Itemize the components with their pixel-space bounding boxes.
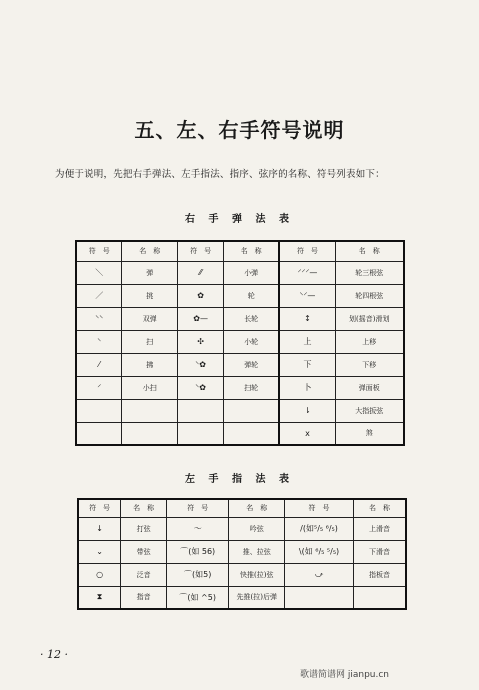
symbol-cell: ⸌✿: [178, 376, 224, 399]
name-cell: [224, 399, 280, 422]
header-cell: 符 号: [279, 241, 335, 261]
symbol-cell: ⌒(如5): [167, 563, 229, 586]
name-cell: 拂: [122, 353, 178, 376]
name-cell: 指板音: [353, 563, 406, 586]
symbol-cell: ～: [167, 517, 229, 540]
symbol-cell: [285, 586, 354, 609]
symbol-cell: ⁄⁄: [178, 261, 224, 284]
symbol-cell: ⸌: [76, 330, 122, 353]
header-cell: 名 称: [121, 499, 167, 517]
symbol-cell: ↕: [279, 307, 335, 330]
right-hand-table: [75, 240, 405, 446]
symbol-cell: ＼: [76, 261, 122, 284]
name-cell: 弹面板: [335, 376, 404, 399]
header-cell: 名 称: [353, 499, 406, 517]
symbol-cell: ⌄: [78, 540, 121, 563]
name-cell: 小弹: [224, 261, 280, 284]
symbol-cell: \(如 ⁶/₅ ⁵/₅): [285, 540, 354, 563]
symbol-cell: x: [279, 422, 335, 445]
symbol-cell: ✣: [178, 330, 224, 353]
name-cell: 煞: [335, 422, 404, 445]
name-cell: 扫轮: [224, 376, 280, 399]
name-cell: 长轮: [224, 307, 280, 330]
name-cell: 轮: [224, 284, 280, 307]
symbol-cell: /(如⁵/₅ ⁶/₅): [285, 517, 354, 540]
header-cell: 名 称: [122, 241, 178, 261]
symbol-cell: [178, 399, 224, 422]
name-cell: 弹轮: [224, 353, 280, 376]
symbol-cell: ✿: [178, 284, 224, 307]
right-hand-table-caption: 右 手 弹 法 表: [185, 214, 294, 225]
table-row: [76, 261, 404, 284]
table-row: [78, 517, 406, 540]
symbol-cell: ⸌⸍—: [279, 284, 335, 307]
name-cell: 下移: [335, 353, 404, 376]
table-header-row: [78, 499, 406, 517]
name-cell: 带弦: [121, 540, 167, 563]
symbol-cell: ↓: [78, 517, 121, 540]
name-cell: [122, 422, 178, 445]
table-row: [76, 422, 404, 445]
header-cell: 符 号: [285, 499, 354, 517]
symbol-cell: [76, 422, 122, 445]
table-row: [76, 284, 404, 307]
name-cell: 弹: [122, 261, 178, 284]
table-row: [76, 330, 404, 353]
name-cell: 快推(拉)弦: [229, 563, 285, 586]
symbol-cell: 上: [279, 330, 335, 353]
name-cell: 指音: [121, 586, 167, 609]
name-cell: 小轮: [224, 330, 280, 353]
symbol-cell: ✿—: [178, 307, 224, 330]
symbol-cell: ○: [78, 563, 121, 586]
symbol-cell: ⸌⸌: [76, 307, 122, 330]
name-cell: [353, 586, 406, 609]
symbol-cell: [178, 422, 224, 445]
symbol-cell: ⁄: [76, 353, 122, 376]
page-title: 五、左、右手符号说明: [134, 118, 345, 142]
name-cell: 扫: [122, 330, 178, 353]
name-cell: 推、拉弦: [229, 540, 285, 563]
name-cell: 轮四根弦: [335, 284, 404, 307]
intro-paragraph: 为便于说明，先把右手弹法、左手指法、指序、弦序的名称、符号列表如下：: [55, 169, 385, 180]
watermark: 歌谱简谱网 jianpu.cn: [300, 670, 390, 680]
symbol-cell: 卜: [279, 376, 335, 399]
symbol-cell: ⧗: [78, 586, 121, 609]
name-cell: 挑: [122, 284, 178, 307]
left-hand-table-caption: 左 手 指 法 表: [185, 474, 294, 485]
header-cell: 符 号: [76, 241, 122, 261]
symbol-cell: [76, 399, 122, 422]
symbol-cell: ⸍⸍⸍—: [279, 261, 335, 284]
name-cell: 上移: [335, 330, 404, 353]
table-header-row: [76, 241, 404, 261]
name-cell: 大指扳弦: [335, 399, 404, 422]
name-cell: 上滑音: [353, 517, 406, 540]
table-row: [78, 563, 406, 586]
symbol-cell: ／: [76, 284, 122, 307]
header-cell: 名 称: [229, 499, 285, 517]
symbol-cell: ⇂: [279, 399, 335, 422]
name-cell: 下滑音: [353, 540, 406, 563]
table-row: [76, 307, 404, 330]
symbol-cell: ⸌✿: [178, 353, 224, 376]
header-cell: 符 号: [178, 241, 224, 261]
name-cell: [122, 399, 178, 422]
symbol-cell: ⸍: [76, 376, 122, 399]
table-row: [76, 353, 404, 376]
table-row: [78, 540, 406, 563]
symbol-cell: ⌒(如 5̇6): [167, 540, 229, 563]
name-cell: 轮三根弦: [335, 261, 404, 284]
header-cell: 符 号: [167, 499, 229, 517]
name-cell: 划(摇音)滑划: [335, 307, 404, 330]
symbol-cell: ⌒(如 ^5): [167, 586, 229, 609]
name-cell: 泛音: [121, 563, 167, 586]
table-row: [78, 586, 406, 609]
header-cell: 名 称: [335, 241, 404, 261]
name-cell: 双弹: [122, 307, 178, 330]
name-cell: 小扫: [122, 376, 178, 399]
left-hand-table: [77, 498, 407, 610]
table-row: [76, 399, 404, 422]
page-number: · 12 ·: [40, 648, 68, 661]
name-cell: [224, 422, 280, 445]
name-cell: 吟弦: [229, 517, 285, 540]
symbol-cell: 下: [279, 353, 335, 376]
table-row: [76, 376, 404, 399]
header-cell: 名 称: [224, 241, 280, 261]
name-cell: 先推(拉)后弹: [229, 586, 285, 609]
name-cell: 打弦: [121, 517, 167, 540]
symbol-cell: ⤻: [285, 563, 354, 586]
header-cell: 符 号: [78, 499, 121, 517]
